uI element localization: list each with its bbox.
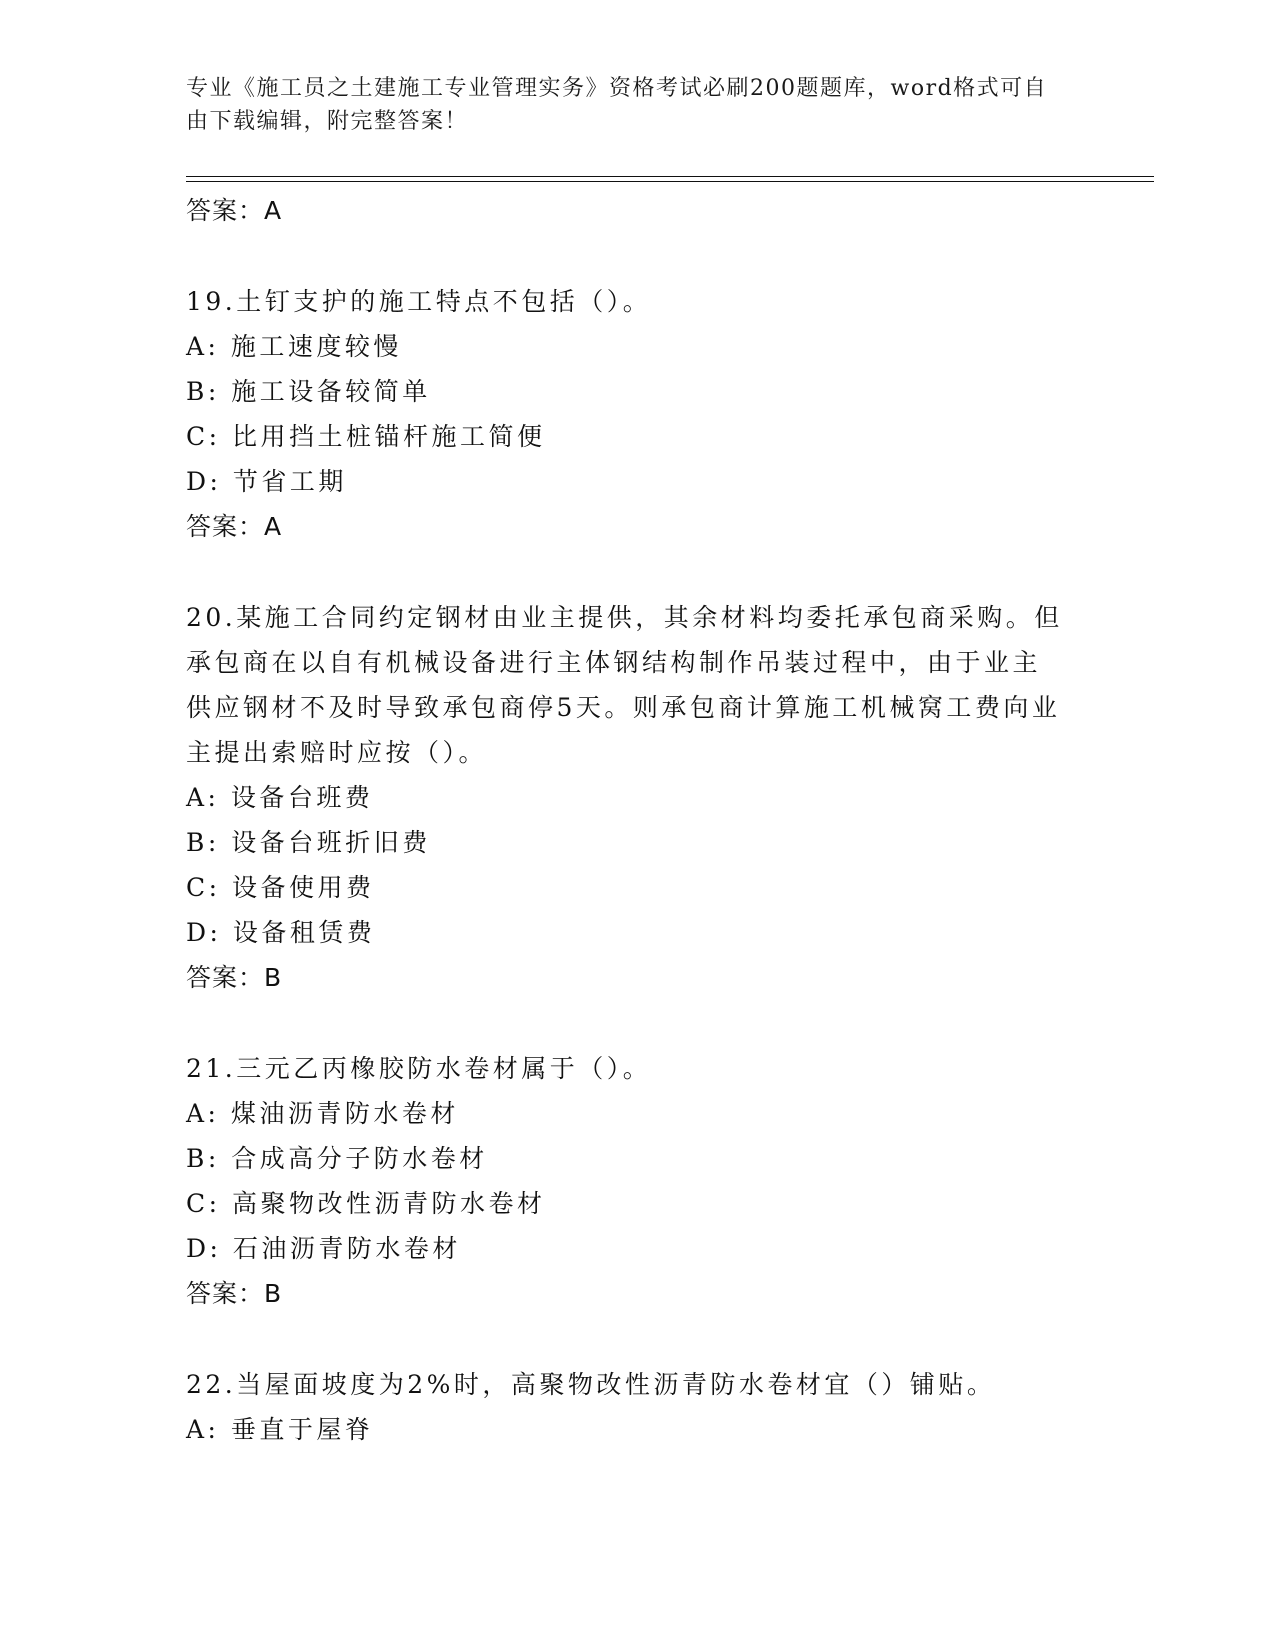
option-d: D: 节省工期 [186,467,347,496]
question-stem: 20.某施工合同约定钢材由业主提供，其余材料均委托承包商采购。但承包商在以自有机械设备进行主体钢结构制作吊装过程中，由于业主供应钢材不及时导致承包商停5天。则承包商计算施工机械窝工费向业主提出索赔时应按（）。 [186,603,1063,767]
answer-line: 答案：B [186,963,283,992]
question-item [186,595,1086,1000]
option-b: B: 施工设备较简单 [186,377,431,406]
question-item [186,279,1086,549]
option-d: D: 石油沥青防水卷材 [186,1234,461,1263]
option-a: A: 施工速度较慢 [186,332,402,361]
question-list [186,188,1086,1452]
question-stem: 22.当屋面坡度为2%时，高聚物改性沥青防水卷材宜（）铺贴。 [186,1370,996,1399]
option-b: B: 合成高分子防水卷材 [186,1144,488,1173]
question-item [186,1362,1086,1452]
option-b: B: 设备台班折旧费 [186,828,431,857]
answer-line: 答案：B [186,1279,283,1308]
question-stem: 19.土钉支护的施工特点不包括（）。 [186,287,652,316]
option-c: C: 高聚物改性沥青防水卷材 [186,1189,546,1218]
answer-line: 答案：A [186,512,283,541]
option-c: C: 比用挡土桩锚杆施工简便 [186,422,546,451]
option-a: A: 煤油沥青防水卷材 [186,1099,459,1128]
document-header: 专业《施工员之土建施工专业管理实务》资格考试必刷200题题库，word格式可自由下载编辑，附完整答案！ [186,76,1048,134]
question-stem: 21.三元乙丙橡胶防水卷材属于（）。 [186,1054,652,1083]
option-a: A: 垂直于屋脊 [186,1415,374,1444]
answer-line: 答案：A [186,196,283,225]
header-divider-top [186,176,1154,177]
option-a: A: 设备台班费 [186,783,374,812]
header-divider-bottom [186,181,1154,182]
option-d: D: 设备租赁费 [186,918,376,947]
option-c: C: 设备使用费 [186,873,375,902]
question-item [186,1046,1086,1316]
